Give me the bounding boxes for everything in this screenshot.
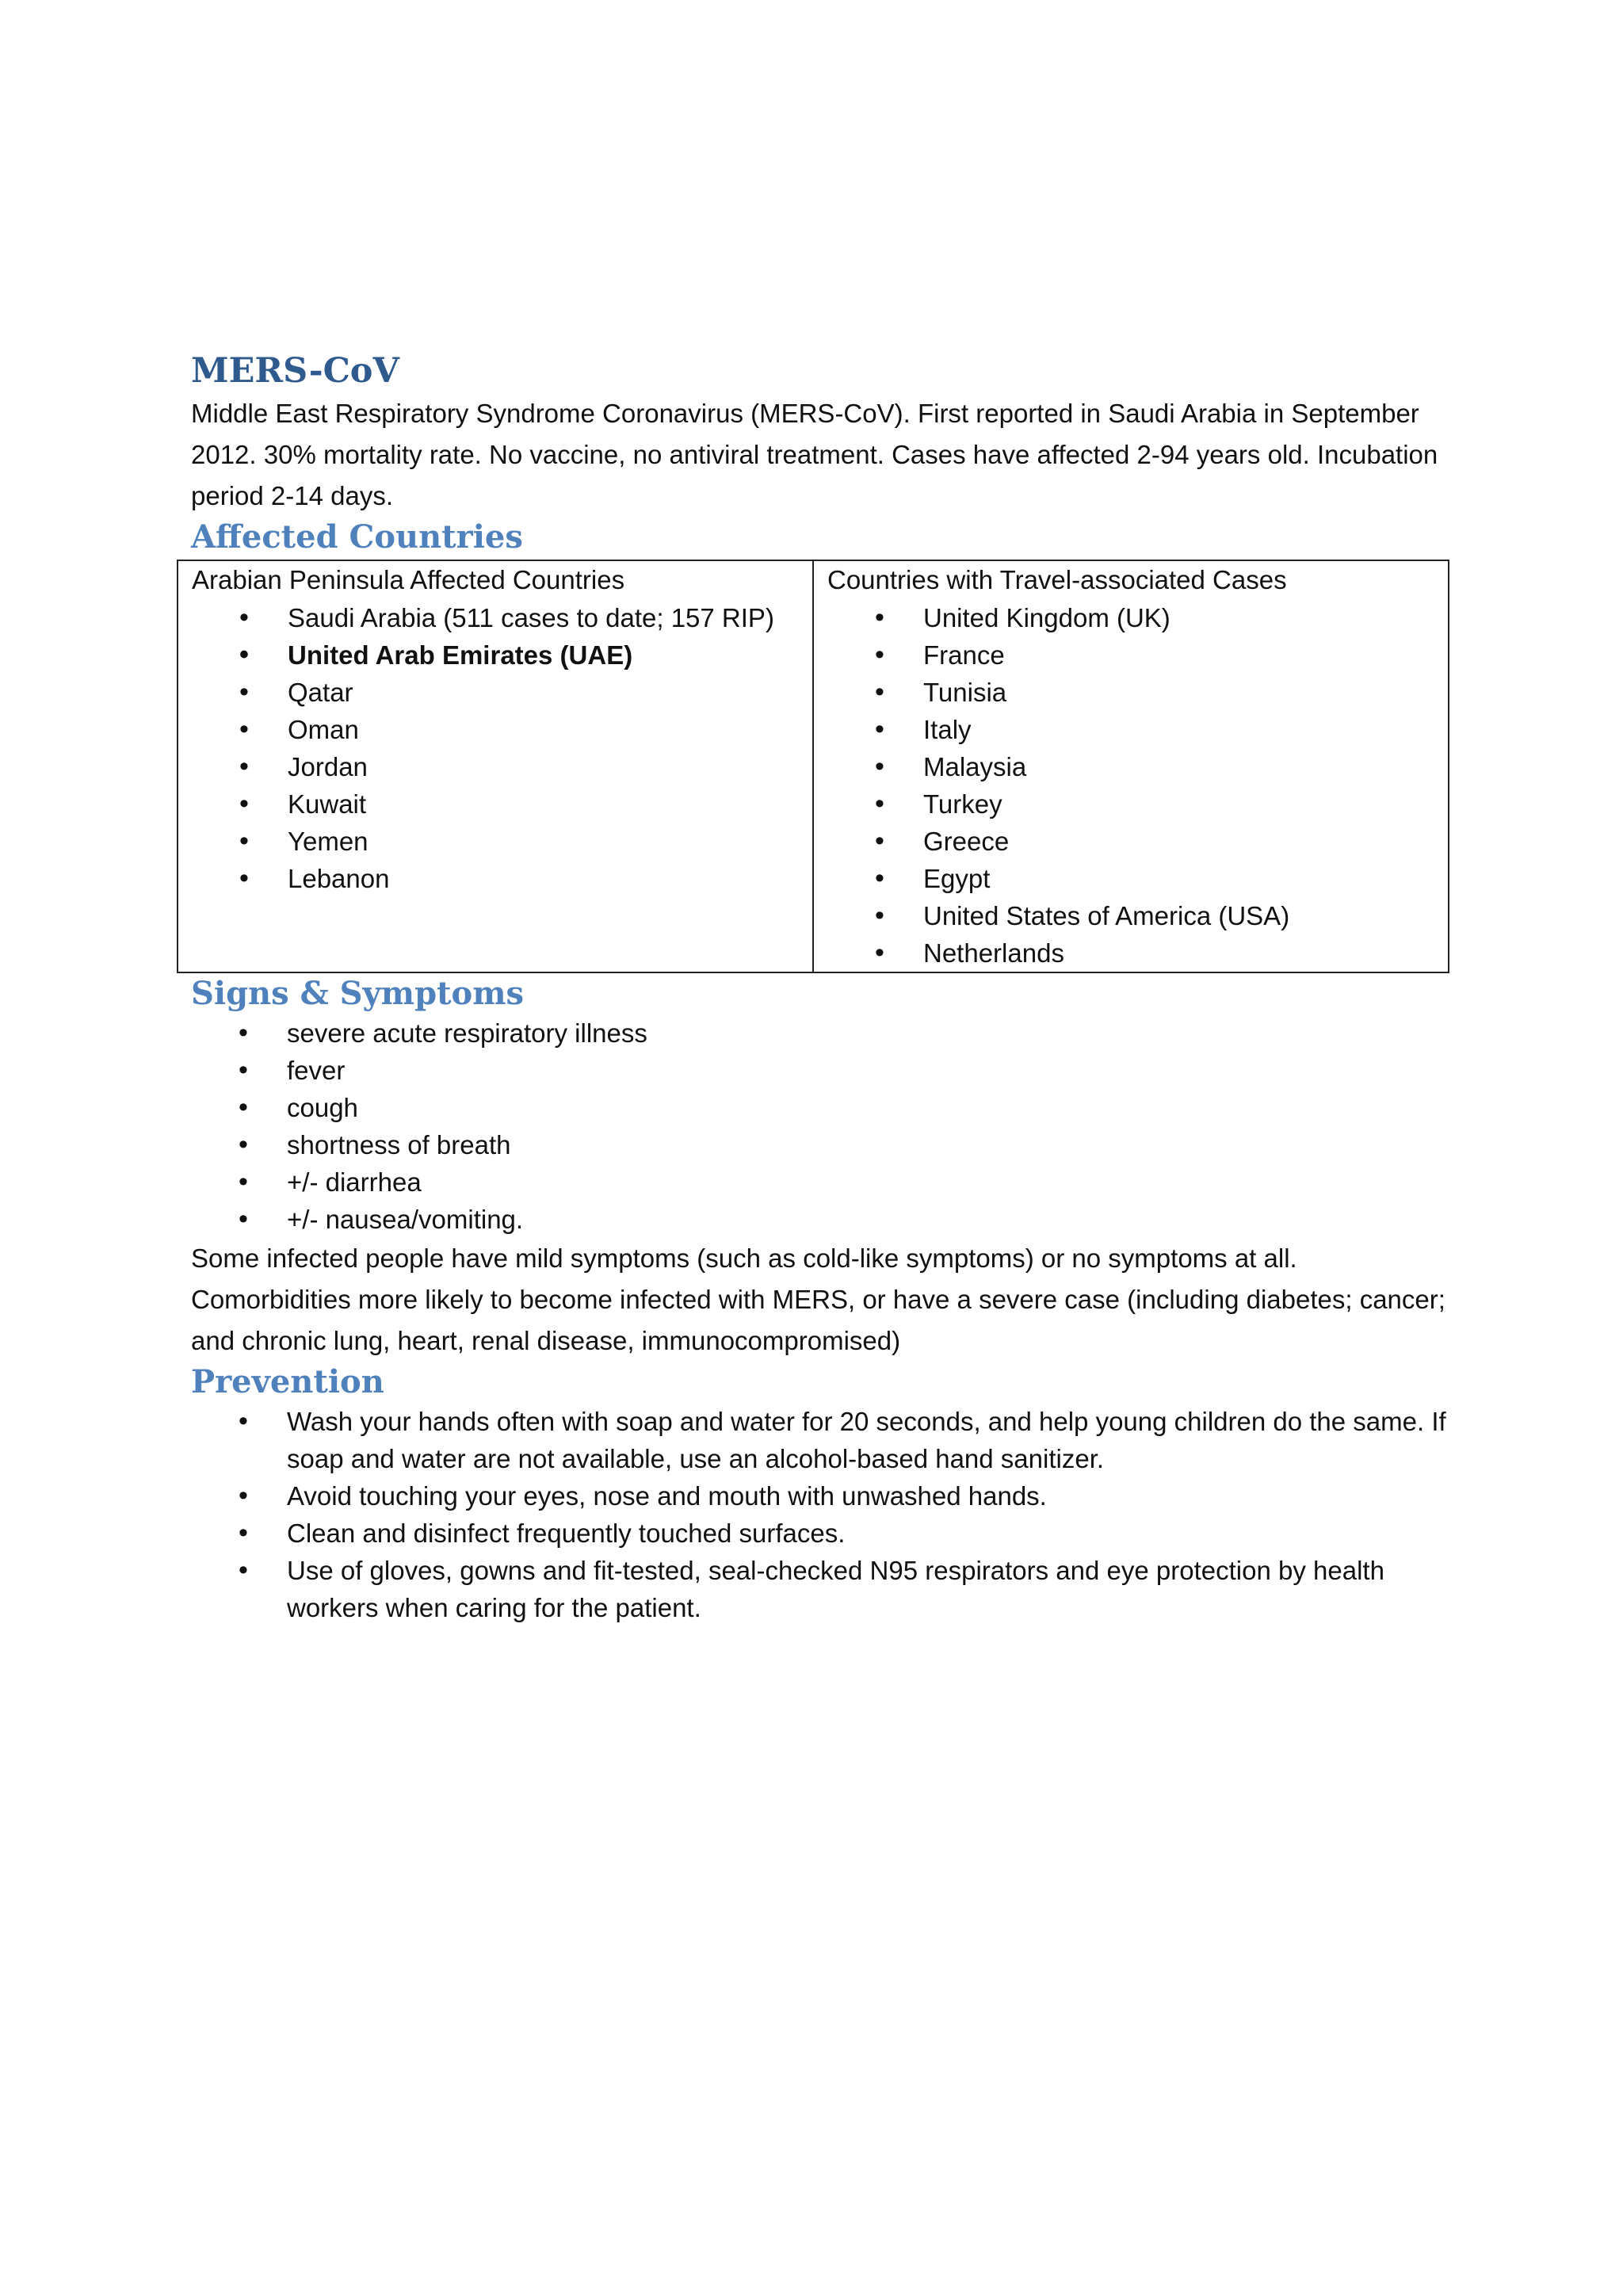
list-item: • Malaysia — [827, 748, 1435, 785]
list-item: • Egypt — [827, 860, 1435, 897]
list-item: • Avoid touching your eyes, nose and mouth with unwashed hands. — [191, 1477, 1459, 1515]
list-item: • Wash your hands often with soap and water for 20 seconds, and help young children do the same. If soap and water are not available, use an alcohol-based hand sanitizer. — [191, 1403, 1459, 1477]
list-item: • United States of America (USA) — [827, 897, 1435, 934]
signs-symptoms-heading: Signs & Symptoms — [191, 975, 525, 1012]
symptoms-list — [191, 1014, 1459, 1238]
list-item: • Jordan — [192, 748, 800, 785]
list-item: • United Kingdom (UK) — [827, 599, 1435, 636]
travel-cases-header: Countries with Travel-associated Cases — [827, 565, 1287, 594]
list-item: • +/- diarrhea — [191, 1163, 1459, 1201]
document-page — [191, 349, 1459, 1626]
intro-paragraph: Middle East Respiratory Syndrome Coronavirus (MERS-CoV). First reported in Saudi Arabia in September 2012. 30% mortality rate. No vaccine, no antiviral treatment. Cases have affected 2-94 years old. Incubation period 2-14 days. — [191, 399, 1438, 510]
comorbidities-paragraph: Some infected people have mild symptoms (such as cold-like symptoms) or no symptoms at all. Comorbidities more likely to become infected with MERS, or have a severe case (including diabetes; cancer; and chronic lung, heart, renal disease, immunocompromised) — [191, 1244, 1445, 1355]
list-item: • United Arab Emirates (UAE) — [192, 636, 800, 674]
list-item: • shortness of breath — [191, 1126, 1459, 1163]
travel-cases-list — [827, 599, 1435, 972]
list-item: • Tunisia — [827, 674, 1435, 711]
list-item: • Clean and disinfect frequently touched surfaces. — [191, 1515, 1459, 1552]
list-item: • +/- nausea/vomiting. — [191, 1201, 1459, 1238]
list-item: • Greece — [827, 823, 1435, 860]
affected-countries-table — [177, 560, 1449, 973]
list-item: • Turkey — [827, 785, 1435, 823]
list-item: • Lebanon — [192, 860, 800, 897]
list-item: • fever — [191, 1052, 1459, 1089]
arabian-peninsula-header: Arabian Peninsula Affected Countries — [192, 565, 625, 594]
list-item: • Oman — [192, 711, 800, 748]
travel-cases-cell — [813, 560, 1449, 972]
list-item: • Italy — [827, 711, 1435, 748]
list-item: • Netherlands — [827, 934, 1435, 972]
list-item: • severe acute respiratory illness — [191, 1014, 1459, 1052]
arabian-peninsula-cell — [178, 560, 813, 972]
list-item: • France — [827, 636, 1435, 674]
list-item: • Use of gloves, gowns and fit-tested, seal-checked N95 respirators and eye protection by health workers when caring for the patient. — [191, 1552, 1459, 1626]
prevention-heading: Prevention — [191, 1363, 384, 1400]
prevention-list — [191, 1403, 1459, 1626]
page-title: MERS-CoV — [191, 351, 399, 391]
list-item: • Qatar — [192, 674, 800, 711]
list-item: • Saudi Arabia (511 cases to date; 157 RIP) — [192, 599, 800, 636]
affected-countries-heading: Affected Countries — [191, 518, 523, 556]
list-item: • cough — [191, 1089, 1459, 1126]
list-item: • Kuwait — [192, 785, 800, 823]
arabian-peninsula-list — [192, 599, 800, 897]
list-item: • Yemen — [192, 823, 800, 860]
